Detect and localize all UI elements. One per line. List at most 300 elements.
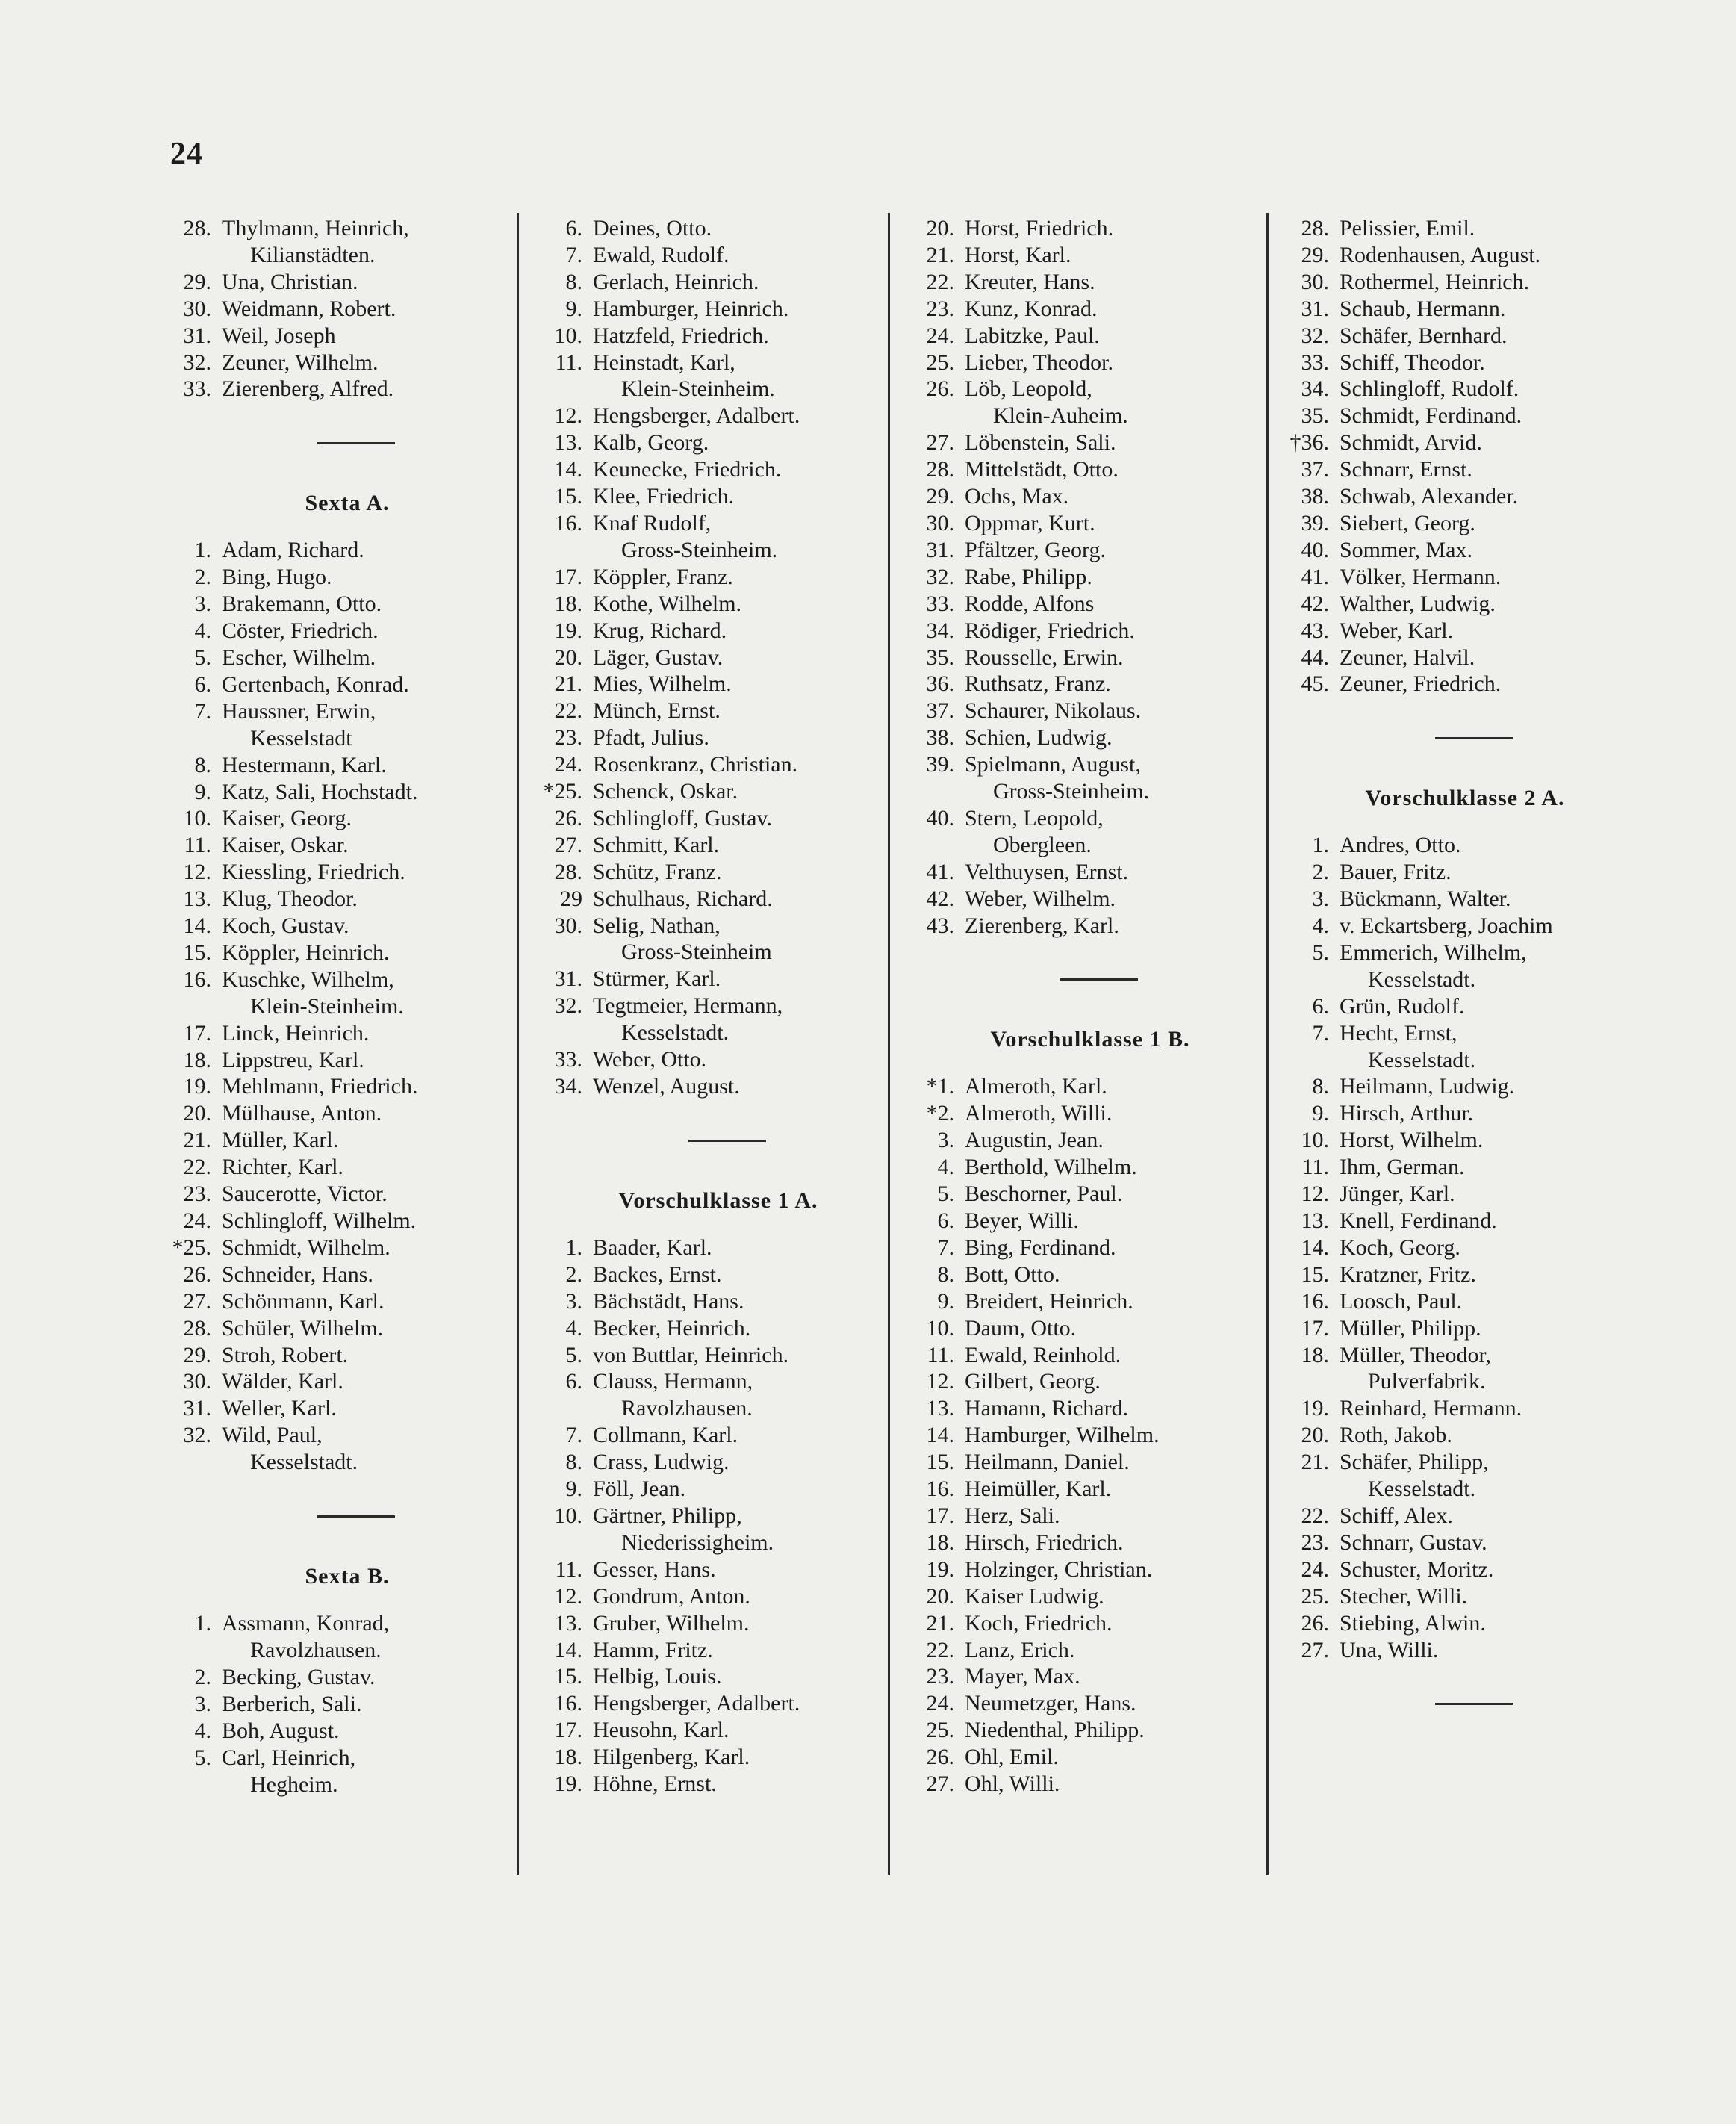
section-divider xyxy=(1278,1690,1652,1717)
entry-name: Cöster, Friedrich. xyxy=(222,618,379,644)
entry-name: Kratzner, Fritz. xyxy=(1340,1261,1476,1287)
list-item xyxy=(532,805,905,832)
entry-number: 33. xyxy=(554,1047,582,1072)
entry-name: Keunecke, Friedrich. xyxy=(593,457,782,482)
entry-number: 7. xyxy=(565,1423,582,1448)
list-item xyxy=(1278,1235,1652,1261)
entry-name: Heilmann, Daniel. xyxy=(965,1450,1130,1475)
entry-name: Weidmann, Robert. xyxy=(222,296,396,321)
entry-name: Hamburger, Heinrich. xyxy=(593,296,789,321)
list-item xyxy=(532,1073,905,1100)
entry-number: 17. xyxy=(926,1503,954,1528)
list-item xyxy=(161,832,534,859)
entry-name: Spielmann, August, xyxy=(965,752,1141,777)
list-item xyxy=(903,537,1277,564)
list-item xyxy=(161,752,534,779)
entry-name: Rousselle, Erwin. xyxy=(965,645,1124,670)
entry-name: Bing, Ferdinand. xyxy=(965,1235,1116,1260)
entry-name: Bing, Hugo. xyxy=(222,565,332,590)
list-item xyxy=(532,1744,905,1771)
entry-name: Weil, Joseph xyxy=(222,323,336,348)
entry-name: Gruber, Wilhelm. xyxy=(593,1610,750,1636)
entry-name: Holzinger, Christian. xyxy=(965,1556,1153,1582)
entry-number: 27. xyxy=(554,832,582,857)
section-divider xyxy=(532,1127,905,1154)
list-item xyxy=(903,751,1277,778)
entry-number: 17. xyxy=(554,1718,582,1743)
entry-name: Schwab, Alexander. xyxy=(1340,484,1519,509)
list-item xyxy=(903,1744,1277,1771)
entry-number: †36. xyxy=(1289,430,1329,456)
list-item xyxy=(161,591,534,618)
entry-name: Heusohn, Karl. xyxy=(593,1718,729,1743)
entry-name: Kaiser, Oskar. xyxy=(222,833,349,858)
list-item xyxy=(532,645,905,671)
list-item xyxy=(1278,1637,1652,1664)
list-item xyxy=(161,376,534,403)
entry-name: Hengsberger, Adalbert. xyxy=(593,1691,800,1716)
entry-name: Schäfer, Bernhard. xyxy=(1340,323,1508,348)
entry-name: Krug, Richard. xyxy=(593,618,727,643)
entry-number: 4. xyxy=(194,618,211,644)
entry-residence: Gross-Steinheim. xyxy=(621,537,778,562)
entry-number: 37. xyxy=(1301,457,1329,482)
entry-name: Grün, Rudolf. xyxy=(1340,993,1465,1019)
list-item xyxy=(903,1422,1277,1449)
column-divider xyxy=(1266,213,1269,1875)
entry-number: 26. xyxy=(926,1745,954,1770)
entry-name: Gerlach, Heinrich. xyxy=(593,269,759,294)
entry-residence: Kesselstadt. xyxy=(250,1450,358,1475)
entry-number: 20. xyxy=(554,645,582,670)
list-item xyxy=(161,1154,534,1181)
entry-name: Schiff, Alex. xyxy=(1340,1503,1453,1528)
entry-number: 3. xyxy=(194,1691,211,1716)
list-item xyxy=(532,1503,905,1530)
entry-name: Hamm, Fritz. xyxy=(593,1637,713,1662)
spacer xyxy=(532,1100,905,1127)
entry-name: Schmidt, Wilhelm. xyxy=(222,1235,391,1260)
list-item xyxy=(161,296,534,323)
entry-name: Pfadt, Julius. xyxy=(593,725,709,751)
entry-number: 17. xyxy=(1301,1315,1329,1341)
entry-number: 7. xyxy=(565,242,582,267)
entry-name: Richter, Karl. xyxy=(222,1155,343,1180)
entry-number: 15. xyxy=(554,1664,582,1689)
entry-name: Weller, Karl. xyxy=(222,1396,337,1421)
entry-number: 29. xyxy=(926,484,954,509)
entry-number: 29 xyxy=(560,886,582,911)
entry-name: Hirsch, Friedrich. xyxy=(965,1530,1124,1555)
entry-name: Klug, Theodor. xyxy=(222,886,358,912)
list-item xyxy=(903,483,1277,510)
list-item xyxy=(1278,1208,1652,1235)
entry-residence: Hegheim. xyxy=(250,1771,338,1797)
list-item xyxy=(1278,832,1652,859)
entry-number: 14. xyxy=(1301,1235,1329,1260)
entry-number: 31. xyxy=(554,966,582,992)
list-item xyxy=(1278,564,1652,591)
list-item xyxy=(1278,1530,1652,1556)
list-item xyxy=(1278,350,1652,376)
entry-name: Kunz, Konrad. xyxy=(965,296,1098,321)
list-item xyxy=(161,1342,534,1369)
list-item xyxy=(903,1395,1277,1422)
entry-name: Müller, Philipp. xyxy=(1340,1315,1481,1341)
entry-number: 10. xyxy=(1301,1128,1329,1153)
list-item xyxy=(903,913,1277,940)
entry-name: Gondrum, Anton. xyxy=(593,1583,750,1609)
section-divider xyxy=(903,966,1277,993)
list-item xyxy=(532,1476,905,1503)
entry-name: Crass, Ludwig. xyxy=(593,1450,729,1475)
entry-number: 15. xyxy=(554,484,582,509)
entry-number: 41. xyxy=(926,859,954,884)
entry-name: v. Eckartsberg, Joachim xyxy=(1340,913,1553,939)
entry-name: Assmann, Konrad, xyxy=(222,1611,390,1636)
entry-number: 20. xyxy=(926,216,954,240)
spacer xyxy=(1278,1663,1652,1690)
entry-number: 39. xyxy=(926,752,954,777)
entry-number: 11. xyxy=(1301,1155,1329,1180)
entry-number: 43. xyxy=(1301,618,1329,643)
list-item xyxy=(532,483,905,510)
list-item xyxy=(161,886,534,913)
list-item xyxy=(161,1664,534,1691)
entry-name: Mies, Wilhelm. xyxy=(593,671,732,697)
list-item xyxy=(903,429,1277,456)
entry-number: 35. xyxy=(926,645,954,670)
list-item xyxy=(532,1046,905,1073)
entry-name: Helbig, Louis. xyxy=(593,1664,722,1689)
entry-name: Kalb, Georg. xyxy=(593,430,709,456)
entry-name: Knell, Ferdinand. xyxy=(1340,1208,1497,1233)
list-item xyxy=(1278,376,1652,403)
entry-name: Walther, Ludwig. xyxy=(1340,591,1496,616)
list-item xyxy=(532,913,905,940)
entry-name: Schiff, Theodor. xyxy=(1340,350,1485,375)
entry-residence: Ravolzhausen. xyxy=(250,1637,382,1662)
list-item xyxy=(1278,510,1652,537)
entry-number: 27. xyxy=(1301,1637,1329,1662)
entry-residence: Klein-Steinheim. xyxy=(621,376,775,402)
list-item xyxy=(532,429,905,456)
entry-number: 22. xyxy=(1301,1503,1329,1528)
entry-number: *25. xyxy=(172,1235,211,1260)
list-item xyxy=(532,269,905,296)
list-item xyxy=(903,1583,1277,1610)
list-item xyxy=(1278,323,1652,350)
entry-name: Schäfer, Philipp, xyxy=(1340,1450,1489,1475)
entry-name: Stern, Leopold, xyxy=(965,805,1104,830)
entry-number: 5. xyxy=(937,1181,954,1207)
entry-number: 5. xyxy=(194,645,211,670)
spacer xyxy=(1278,819,1652,832)
entry-residence: Ravolzhausen. xyxy=(621,1396,753,1421)
entry-name: Schlingloff, Gustav. xyxy=(593,805,772,830)
section-heading: Vorschulklasse 1 B. xyxy=(990,1027,1190,1052)
list-item xyxy=(532,1288,905,1315)
entry-name: Boh, August. xyxy=(222,1718,340,1743)
entry-number: 8. xyxy=(1312,1074,1329,1099)
entry-name: Kaiser Ludwig. xyxy=(965,1583,1104,1609)
entry-name: Hirsch, Arthur. xyxy=(1340,1101,1474,1126)
entry-number: 21. xyxy=(183,1128,211,1153)
entry-name: Stroh, Robert. xyxy=(222,1342,349,1367)
entry-name: Una, Christian. xyxy=(222,269,358,294)
entry-name: Horst, Wilhelm. xyxy=(1340,1128,1484,1153)
entry-number: 26. xyxy=(554,805,582,830)
entry-name: Kaiser, Georg. xyxy=(222,806,352,831)
entry-number: 1. xyxy=(1312,833,1329,858)
list-item xyxy=(532,242,905,269)
list-item xyxy=(903,1342,1277,1369)
entry-name: Weber, Otto. xyxy=(593,1047,707,1072)
entry-name: Zierenberg, Alfred. xyxy=(222,376,394,402)
entry-name: Sommer, Max. xyxy=(1340,537,1472,562)
spacer xyxy=(161,403,534,429)
entry-number: 21. xyxy=(1301,1450,1329,1475)
entry-name: Heimüller, Karl. xyxy=(965,1476,1112,1502)
entry-name: Zierenberg, Karl. xyxy=(965,913,1119,938)
entry-number: 15. xyxy=(926,1450,954,1475)
entry-number: 28. xyxy=(183,1315,211,1341)
list-item xyxy=(161,1745,534,1771)
entry-number: 13. xyxy=(1301,1208,1329,1233)
entry-name: Beschorner, Paul. xyxy=(965,1181,1123,1207)
entry-number: 9. xyxy=(565,1476,582,1502)
entry-name: Brakemann, Otto. xyxy=(222,591,382,617)
entry-name: Schnarr, Ernst. xyxy=(1340,457,1472,482)
entry-name: Rodenhausen, August. xyxy=(1340,242,1541,267)
list-item xyxy=(161,913,534,940)
list-item xyxy=(161,1020,534,1047)
column-divider xyxy=(517,213,519,1875)
list-item xyxy=(532,215,905,242)
list-item xyxy=(532,350,905,376)
list-item xyxy=(903,1476,1277,1503)
list-item xyxy=(1278,215,1652,242)
entry-number: 16. xyxy=(554,1691,582,1716)
entry-name: Jünger, Karl. xyxy=(1340,1181,1455,1207)
list-item xyxy=(532,886,905,913)
entry-number: 3. xyxy=(937,1128,954,1153)
entry-name: Hamburger, Wilhelm. xyxy=(965,1423,1160,1448)
entry-number: 28. xyxy=(1301,216,1329,240)
list-item xyxy=(1278,940,1652,966)
list-item xyxy=(1278,456,1652,483)
entry-name: Gilbert, Georg. xyxy=(965,1369,1101,1394)
entry-number: *25. xyxy=(543,779,582,804)
spacer xyxy=(161,1530,534,1556)
spacer xyxy=(161,524,534,537)
entry-name: Lieber, Theodor. xyxy=(965,350,1114,375)
list-item xyxy=(903,350,1277,376)
list-item xyxy=(1278,618,1652,645)
entry-name: Kreuter, Hans. xyxy=(965,269,1095,294)
entry-number: 20. xyxy=(926,1583,954,1609)
list-item xyxy=(903,269,1277,296)
entry-number: 25. xyxy=(926,350,954,375)
entry-residence: Klein-Auheim. xyxy=(993,403,1128,429)
entry-number: 21. xyxy=(554,671,582,697)
entry-number: 9. xyxy=(937,1288,954,1314)
entry-name: Löbenstein, Sali. xyxy=(965,430,1116,456)
spacer xyxy=(161,1476,534,1503)
list-item xyxy=(1278,886,1652,913)
list-item xyxy=(903,724,1277,751)
entry-name: von Buttlar, Heinrich. xyxy=(593,1342,789,1367)
entry-name: Ruthsatz, Franz. xyxy=(965,671,1111,697)
list-item xyxy=(532,751,905,778)
list-item xyxy=(1278,1261,1652,1288)
list-item xyxy=(161,350,534,376)
list-item xyxy=(903,215,1277,242)
list-item xyxy=(1278,1127,1652,1154)
entry-number: 13. xyxy=(554,430,582,456)
entry-number: 44. xyxy=(1301,645,1329,670)
spacer xyxy=(532,1154,905,1181)
entry-residence: Kesselstadt xyxy=(250,725,352,751)
entry-number: 18. xyxy=(926,1530,954,1555)
list-item xyxy=(532,510,905,537)
list-item xyxy=(161,564,534,591)
entry-name: Linck, Heinrich. xyxy=(222,1020,370,1046)
list-item xyxy=(1278,1288,1652,1315)
list-item xyxy=(1278,1154,1652,1181)
column-3 xyxy=(903,215,1277,1798)
entry-name: Baader, Karl. xyxy=(593,1235,712,1260)
list-item xyxy=(532,1422,905,1449)
entry-number: 19. xyxy=(183,1074,211,1099)
entry-name: Kiessling, Friedrich. xyxy=(222,860,405,885)
entry-number: 2. xyxy=(194,1664,211,1689)
list-item xyxy=(903,859,1277,886)
list-item xyxy=(1278,1503,1652,1530)
entry-number: 12. xyxy=(554,1583,582,1609)
entry-name: Schien, Ludwig. xyxy=(965,725,1113,751)
entry-number: 14. xyxy=(554,1637,582,1662)
list-item xyxy=(1278,1181,1652,1208)
entry-number: 31. xyxy=(183,323,211,348)
entry-number: 11. xyxy=(555,1556,582,1582)
list-item xyxy=(1278,1556,1652,1583)
entry-number: 5. xyxy=(1312,940,1329,965)
list-item xyxy=(1278,645,1652,671)
list-item xyxy=(903,1610,1277,1637)
entry-number: 12. xyxy=(1301,1181,1329,1207)
list-item xyxy=(903,1771,1277,1798)
entry-name: Stecher, Willi. xyxy=(1340,1583,1468,1609)
list-item xyxy=(1278,1449,1652,1476)
entry-number: 24. xyxy=(183,1208,211,1233)
entry-number: 10. xyxy=(183,806,211,831)
entry-residence: Kesselstadt. xyxy=(1368,1047,1476,1072)
list-item xyxy=(161,1422,534,1449)
entry-name: Daum, Otto. xyxy=(965,1315,1077,1341)
list-item xyxy=(1278,1100,1652,1127)
entry-name: Bächstädt, Hans. xyxy=(593,1288,744,1314)
entry-name: Weber, Wilhelm. xyxy=(965,886,1116,911)
entry-name: Kothe, Wilhelm. xyxy=(593,591,742,616)
list-item xyxy=(161,1718,534,1745)
entry-number: 42. xyxy=(926,886,954,911)
entry-name: Carl, Heinrich, xyxy=(222,1745,356,1770)
entry-name: Hestermann, Karl. xyxy=(222,752,387,777)
list-item xyxy=(161,1288,534,1315)
list-item xyxy=(1278,242,1652,269)
spacer xyxy=(1278,751,1652,778)
entry-number: 28. xyxy=(554,859,582,884)
entry-name: Ihm, German. xyxy=(1340,1155,1465,1180)
list-item xyxy=(161,1691,534,1718)
entry-name: Schlingloff, Rudolf. xyxy=(1340,376,1519,402)
entry-name: Mülhause, Anton. xyxy=(222,1101,382,1126)
list-item xyxy=(903,1556,1277,1583)
entry-name: Münch, Ernst. xyxy=(593,698,721,724)
list-item xyxy=(903,242,1277,269)
entry-number: 14. xyxy=(183,913,211,939)
entry-name: Löb, Leopold, xyxy=(965,376,1092,402)
list-item xyxy=(1278,1020,1652,1047)
entry-number: 22. xyxy=(183,1155,211,1180)
entry-number: 6. xyxy=(1312,993,1329,1019)
entry-number: 12. xyxy=(926,1369,954,1394)
entry-number: 21. xyxy=(926,242,954,267)
entry-name: Müller, Theodor, xyxy=(1340,1342,1491,1367)
entry-number: 30. xyxy=(926,510,954,535)
entry-name: Mittelstädt, Otto. xyxy=(965,457,1119,482)
entry-name: Bott, Otto. xyxy=(965,1261,1060,1287)
list-item xyxy=(903,1717,1277,1744)
list-item xyxy=(903,805,1277,832)
entry-number: 6. xyxy=(194,671,211,697)
entry-name: Almeroth, Karl. xyxy=(965,1074,1107,1099)
entry-number: 3. xyxy=(565,1288,582,1314)
entry-name: Schönmann, Karl. xyxy=(222,1288,385,1314)
list-item xyxy=(532,859,905,886)
entry-number: 24. xyxy=(926,323,954,348)
entry-number: 3. xyxy=(1312,886,1329,912)
entry-name: Schulhaus, Richard. xyxy=(593,886,773,911)
entry-number: 9. xyxy=(1312,1101,1329,1126)
list-item xyxy=(1278,296,1652,323)
section-heading: Vorschulklasse 1 A. xyxy=(618,1187,818,1213)
list-item xyxy=(161,779,534,806)
entry-number: 18. xyxy=(554,1745,582,1770)
list-item xyxy=(532,564,905,591)
list-item xyxy=(532,1315,905,1342)
section-heading: Sexta A. xyxy=(305,491,390,516)
entry-name: Beyer, Willi. xyxy=(965,1208,1079,1233)
entry-name: Zeuner, Wilhelm. xyxy=(222,350,379,375)
list-item xyxy=(1278,429,1652,456)
entry-number: 6. xyxy=(565,1369,582,1394)
list-item xyxy=(532,618,905,645)
entry-name: Ewald, Reinhold. xyxy=(965,1342,1121,1367)
entry-number: 16. xyxy=(926,1476,954,1502)
entry-name: Stiebing, Alwin. xyxy=(1340,1610,1486,1636)
list-item xyxy=(532,778,905,805)
list-item xyxy=(161,537,534,564)
entry-number: 19. xyxy=(554,618,582,643)
list-item xyxy=(161,1208,534,1235)
entry-name: Höhne, Ernst. xyxy=(593,1771,717,1797)
entry-number: 10. xyxy=(554,323,582,348)
entry-name: Herz, Sali. xyxy=(965,1503,1060,1528)
entry-name: Klee, Friedrich. xyxy=(593,484,735,509)
entry-number: 8. xyxy=(565,269,582,294)
